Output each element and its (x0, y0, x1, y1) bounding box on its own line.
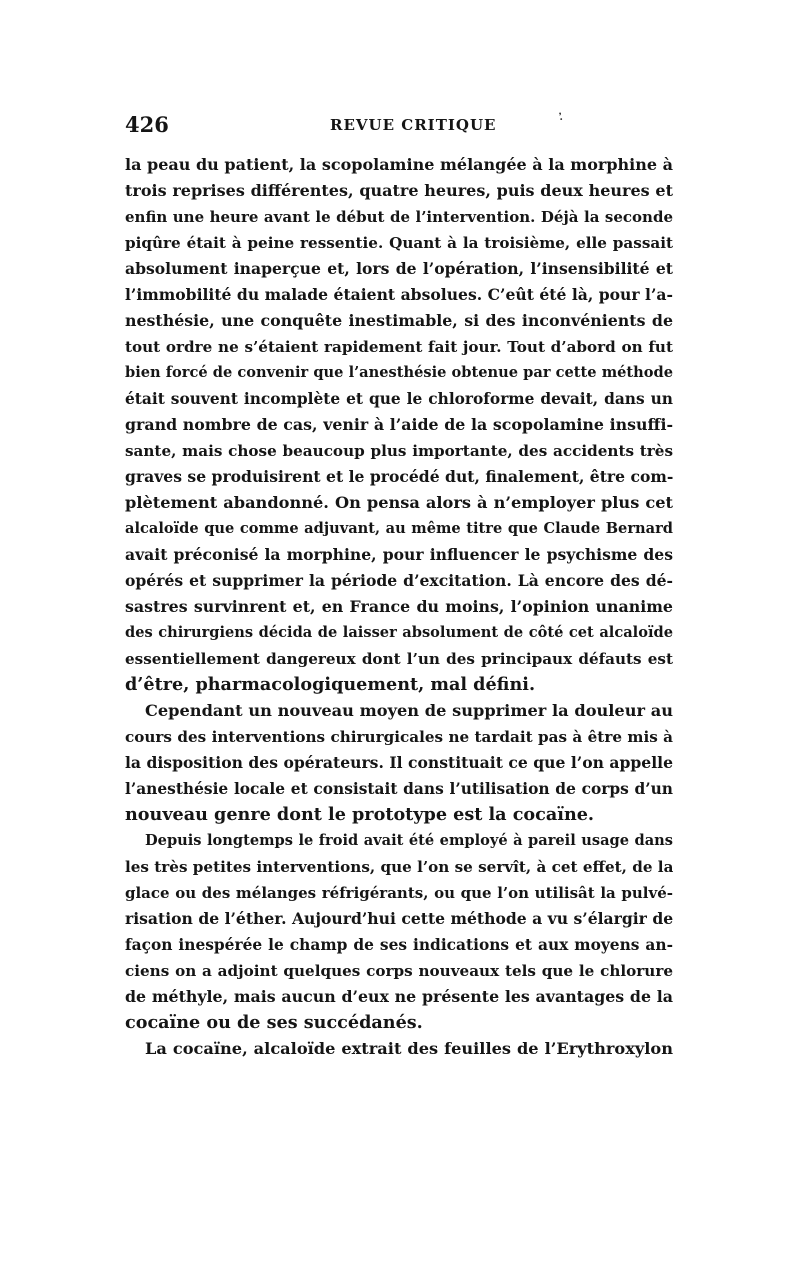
text-line: l’immobilité du malade étaient absolues. C’eût été là, pour l’a- (125, 285, 673, 304)
text-line: était souvent incomplète et que le chloroforme devait, dans un (125, 390, 673, 408)
text-line: des chirurgiens décida de laisser absolument de côté cet alcaloïde (125, 624, 673, 641)
text-line: façon inespérée le champ de ses indications et aux moyens an- (125, 936, 673, 954)
text-line: l’anesthésie locale et consistait dans l’utilisation de corps d’un (125, 780, 673, 798)
text-line: alcaloïde que comme adjuvant, au même titre que Claude Bernard (125, 520, 673, 537)
text-line: de méthyle, mais aucun d’eux ne présente les avantages de la (125, 987, 673, 1006)
text-line: tout ordre ne s’étaient rapidement fait jour. Tout d’abord on fut (125, 338, 673, 356)
text-line: trois reprises différentes, quatre heures, puis deux heures et (125, 181, 673, 200)
text-line: cocaïne ou de ses succédanés. (125, 1012, 423, 1033)
header-mark: ·̓ (559, 112, 564, 128)
text-line: opérés et supprimer la période d’excitation. Là encore des dé- (125, 571, 673, 590)
text-line: risation de l’éther. Aujourd’hui cette méthode a vu s’élargir de (125, 909, 673, 928)
text-line: cours des interventions chirurgicales ne tardait pas à être mis à (125, 728, 673, 746)
text-line: avait préconisé la morphine, pour influencer le psychisme des (125, 545, 673, 564)
text-line: bien forcé de convenir que l’anesthésie obtenue par cette méthode (125, 364, 673, 381)
text-line: nesthésie, une conquête inestimable, si des inconvénients de (125, 311, 673, 330)
text-line: Cependant un nouveau moyen de supprimer la douleur au (145, 701, 673, 720)
text-line: ciens on a adjoint quelques corps nouveaux tels que le chlorure (125, 962, 673, 980)
text-line: nouveau genre dont le prototype est la cocaïne. (125, 804, 595, 825)
text-line: plètement abandonné. On pensa alors à n’employer plus cet (125, 493, 673, 512)
text-line: d’être, pharmacologiquement, mal défini. (125, 674, 536, 695)
text-line: grand nombre de cas, venir à l’aide de la scopolamine insuffi- (125, 415, 673, 434)
text-line: la peau du patient, la scopolamine mélangée à la morphine à (125, 155, 673, 174)
text-line: essentiellement dangereux dont l’un des principaux défauts est (125, 650, 673, 668)
text-line: la disposition des opérateurs. Il constituait ce que l’on appelle (125, 753, 673, 772)
text-line: absolument inaperçue et, lors de l’opération, l’insensibilité et (125, 259, 673, 278)
text-line: enfin une heure avant le début de l’intervention. Déjà la seconde (125, 208, 673, 226)
text-line: glace ou des mélanges réfrigérants, ou que l’on utilisât la pulvé- (125, 884, 673, 902)
text-line: graves se produisirent et le procédé dut, finalement, être com- (125, 467, 673, 486)
text-line: sante, mais chose beaucoup plus importante, des accidents très (125, 442, 673, 460)
body-text (125, 152, 673, 1062)
page-number: 426 (125, 112, 169, 137)
text-line: Depuis longtemps le froid avait été employé à pareil usage dans (145, 832, 673, 849)
text-line: sastres survinrent et, en France du moins, l’opinion unanime (125, 597, 673, 616)
running-title: REVUE CRITIQUE (330, 116, 497, 134)
text-line: piqûre était à peine ressentie. Quant à la troisième, elle passait (125, 234, 673, 252)
page-header (125, 112, 685, 142)
text-line: les très petites interventions, que l’on se servît, à cet effet, de la (125, 858, 673, 876)
text-line: La cocaïne, alcaloïde extrait des feuilles de l’Erythroxylon (145, 1039, 673, 1058)
